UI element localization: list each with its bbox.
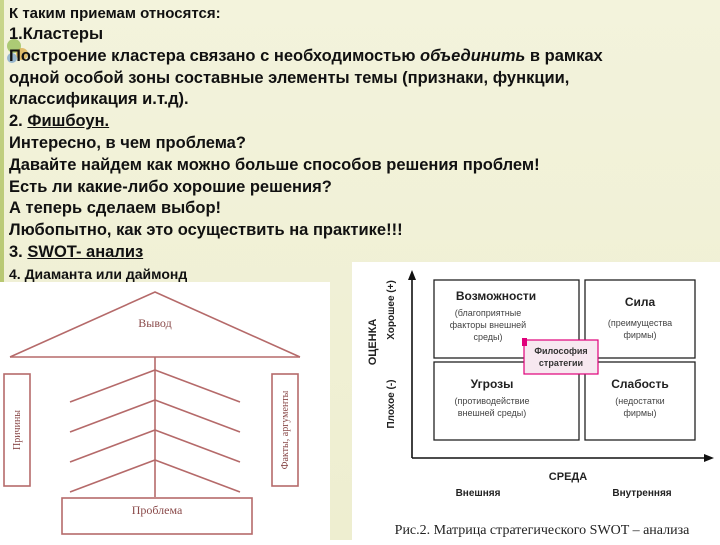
swot-y-title: ОЦЕНКА <box>367 318 379 366</box>
swot-x-external: Внешняя <box>455 488 501 499</box>
question-2: Давайте найдем как можно больше способов решения проблем! <box>9 155 540 174</box>
swot-str-sub1: (преимущества <box>607 318 673 328</box>
fishbone-tail-label: Проблема <box>131 503 183 517</box>
swot-str-sub2: фирмы) <box>623 330 657 340</box>
item2-num: 2. <box>9 112 28 131</box>
swot-thr-sub2: внешней среды) <box>457 408 527 418</box>
swot-x-title: СРЕДА <box>548 471 588 483</box>
question-3: Есть ли какие-либо хорошие решения? <box>9 177 332 196</box>
item1-title <box>9 24 714 46</box>
swot-weak-title: Слабость <box>611 377 669 391</box>
swot-x-internal: Внутренняя <box>612 488 672 499</box>
swot-weak-sub2: фирмы) <box>623 408 657 418</box>
item3-num: 3. <box>9 242 28 261</box>
item2-title <box>9 111 714 133</box>
item3-title <box>9 242 714 264</box>
swot-diagram <box>352 262 720 540</box>
question-4: А теперь сделаем выбор! <box>9 199 222 218</box>
item1-line2: одной особой зоны составные элементы темы (признаки, функции, <box>9 68 570 87</box>
swot-opp-sub2: факторы внешней <box>449 320 527 330</box>
swot-opp-sub1: (благоприятные <box>454 308 522 318</box>
swot-svg <box>352 262 720 540</box>
item1-title-text: 1.Кластеры <box>9 25 104 43</box>
swot-center-marker <box>522 338 527 346</box>
swot-center-line2: стратегии <box>538 358 584 368</box>
slide-text <box>9 4 714 284</box>
fishbone-head-label: Вывод <box>138 316 172 330</box>
item2-title-text: Фишбоун. <box>27 112 110 131</box>
swot-center-line1: Философия <box>534 346 588 356</box>
swot-weak-sub1: (недостатки <box>615 396 665 406</box>
item1-line3: классификация и.т.д). <box>9 90 189 109</box>
question-1: Интересно, в чем проблема? <box>9 133 246 152</box>
item1-text-a: Построение кластера связано с необходимостью <box>9 46 421 65</box>
swot-str-title: Сила <box>624 295 656 309</box>
item1-text-em: объединить <box>420 46 526 65</box>
swot-opp-title: Возможности <box>455 289 537 303</box>
item1-text-b: в рамках <box>525 46 603 65</box>
swot-y-bad: Плохое (-) <box>386 379 397 429</box>
swot-y-good: Хорошее (+) <box>386 280 397 340</box>
swot-y-arrow-icon <box>408 270 416 280</box>
swot-x-arrow-icon <box>704 454 714 462</box>
item3-title-text: SWOT- анализ <box>27 242 144 261</box>
fishbone-right-label: Факты, аргументы <box>280 390 291 470</box>
item1-line1 <box>9 46 714 68</box>
item4-title: 4. Диаманта или даймонд <box>9 265 188 282</box>
swot-thr-sub1: (противодействие <box>454 396 530 406</box>
swot-thr-title: Угрозы <box>470 377 514 391</box>
fishbone-diagram <box>0 282 330 540</box>
question-5: Любопытно, как это осуществить на практике!!! <box>9 221 403 240</box>
swot-opp-sub3: среды) <box>473 332 503 342</box>
fishbone-left-label: Причины <box>12 409 23 451</box>
slide-heading: К таким приемам относятся: <box>9 5 221 22</box>
fishbone-svg <box>0 282 330 540</box>
swot-caption: Рис.2. Матрица стратегического SWOT – анализа <box>394 523 690 538</box>
